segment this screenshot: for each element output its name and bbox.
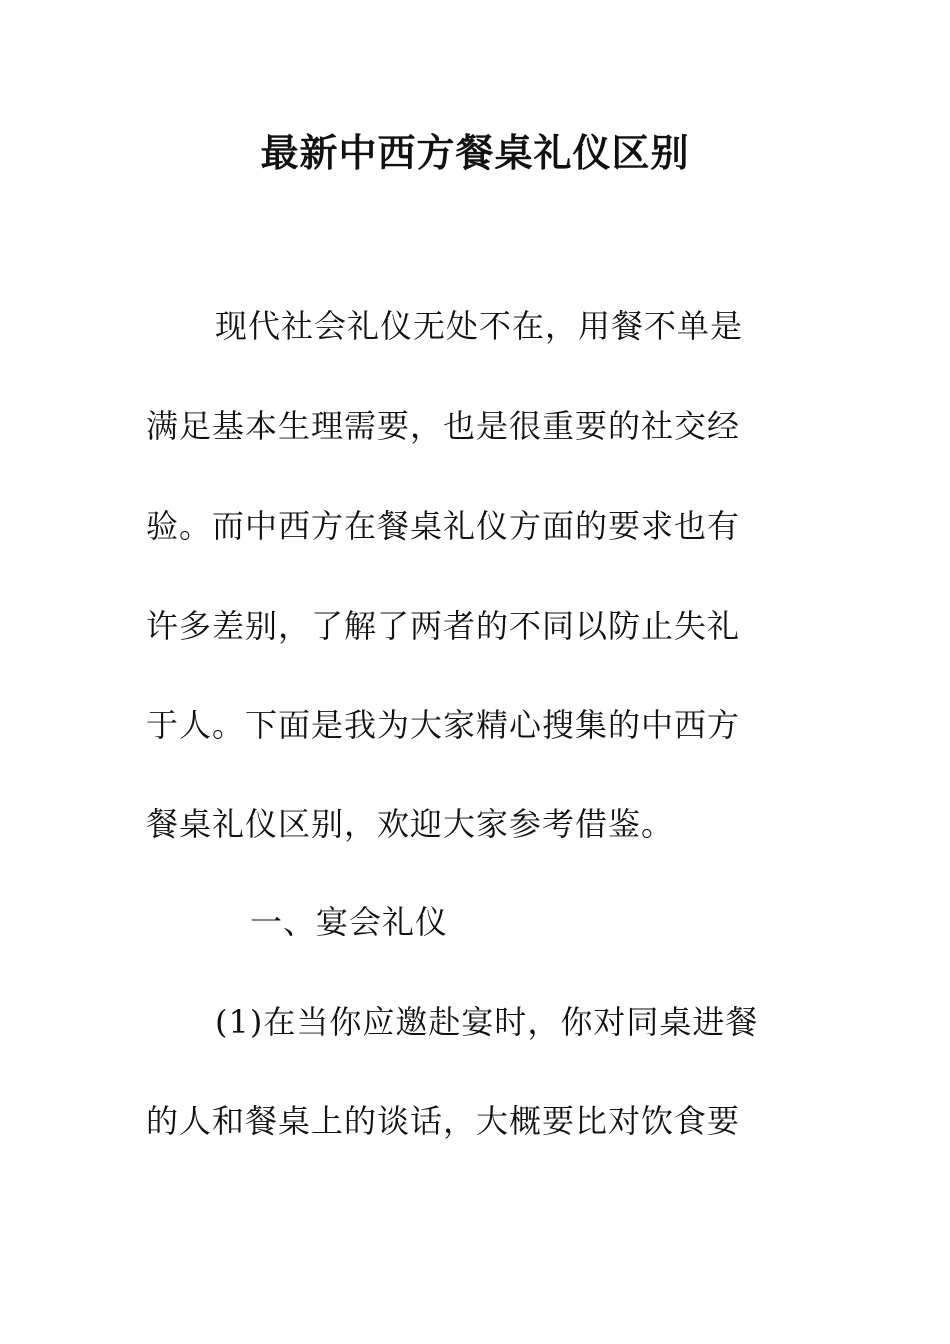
paragraph-line: 餐桌礼仪区别，欢迎大家参考借鉴。	[146, 805, 675, 843]
paragraph-line: 许多差别，了解了两者的不同以防止失礼	[146, 607, 741, 645]
paragraph-line: 验。而中西方在餐桌礼仪方面的要求也有	[146, 507, 741, 545]
paragraph-line: 于人。下面是我为大家精心搜集的中西方	[146, 706, 741, 744]
paragraph-line: 满足基本生理需要，也是很重要的社交经	[146, 407, 741, 445]
document-title: 最新中西方餐桌礼仪区别	[260, 131, 690, 175]
paragraph-line: 的人和餐桌上的谈话，大概要比对饮食要	[146, 1102, 741, 1140]
section-heading: 一、宴会礼仪	[250, 903, 449, 941]
paragraph-line: 现代社会礼仪无处不在，用餐不单是	[215, 307, 744, 345]
paragraph-line: (1)在当你应邀赴宴时，你对同桌进餐	[215, 1003, 759, 1041]
